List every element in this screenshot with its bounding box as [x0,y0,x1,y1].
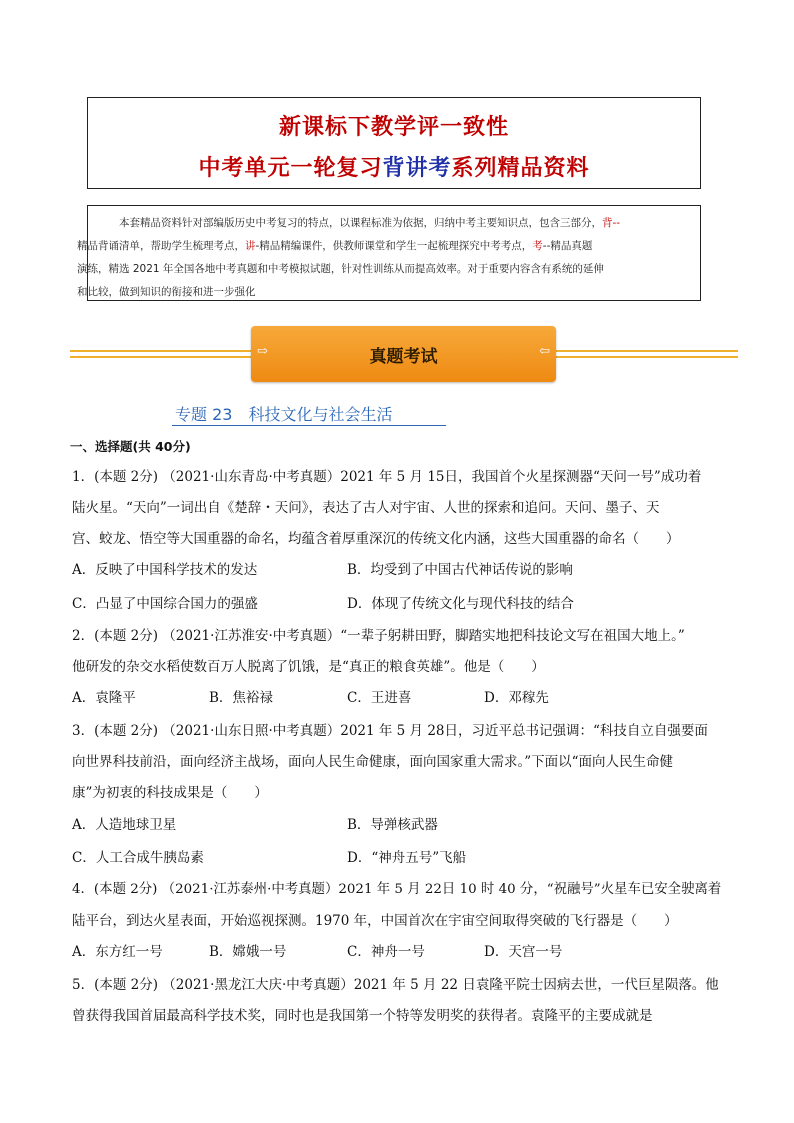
arrow-right-icon: ⇨ [257,344,268,359]
q1-option-a: A．反映了中国科学技术的发达 [72,562,258,578]
q3-option-d: D．“神舟五号”飞船 [347,850,467,866]
intro-tail: --精品真题 [542,240,593,252]
banner-label: 真题考试 [369,347,438,367]
topic-title: 专题 23 科技文化与社会生活 [175,405,393,424]
intro-line-5: 和比较，做到知识的衔接和进一步强化 [77,286,256,298]
q1-option-c: C．凸显了中国综合国力的强盛 [72,596,258,612]
q1-line-3: 宫、蛟龙、悟空等大国重器的命名，均蕴含着厚重深沉的传统文化内涵，这些大国重器的命名（ ） [72,531,680,547]
q4-option-b: B．嫦娥一号 [209,944,287,960]
q2-line-2: 他研发的杂交水稻使数百万人脱离了饥饿，是“真正的粮食英雄”。他是（ ） [72,659,545,675]
title-box [87,97,701,189]
topic-underline [172,425,446,426]
q4-line-1: 4．(本题 2分) （2021·江苏泰州·中考真题）2021 年 5 月 22日 10 时 40 分，“祝融号”火星车已安全驶离着 [72,882,722,897]
q3-option-c: C．人工合成牛胰岛素 [72,850,204,866]
q4-option-a: A．东方红一号 [72,944,163,960]
q2-option-a: A．袁隆平 [72,690,136,706]
q1-line-2: 陆火星。“天向”一词出自《楚辞・天问》，表达了古人对宇宙、人世的探索和追问。天问、墨子、天 [72,500,660,516]
q5-line-1: 5．(本题 2分) （2021·黑龙江大庆·中考真题）2021 年 5 月 22 日袁隆平院士因病去世，一代巨星陨落。他 [72,977,719,993]
intro-line-1: 本套精品资料针对部编版历史中考复习的特点，以课程标准为依据，归纳中考主要知识点，包含三部分， [119,217,602,229]
q1-line-1: 1．(本题 2分) （2021·山东青岛·中考真题）2021 年 5 月 15日，我国首个火星探测器“天问一号”成功着 [72,469,702,485]
intro-line-2: 精品背诵清单，帮助学生梳理考点， [77,240,245,252]
q2-option-b: B．焦裕禄 [209,690,273,706]
q3-line-2: 向世界科技前沿，面向经济主战场，面向人民生命健康，面向国家重大需求。”下面以“面向人民生命健 [72,754,674,770]
q4-option-d: D．天宫一号 [484,944,563,960]
title-part-a: 中考单元一轮复习 [198,155,383,181]
title-part-highlight: 背讲考 [382,155,452,181]
q2-line-1: 2．(本题 2分) （2021·江苏淮安·中考真题）“一辈子躬耕田野，脚踏实地把科技论文写在祖国大地上。” [72,628,685,644]
q1-option-d: D．体现了传统文化与现代科技的结合 [347,596,574,612]
q3-option-b: B．导弹核武器 [347,817,438,833]
intro-kw-bei: 背-- [602,217,621,229]
section-banner [70,326,738,382]
q3-option-a: A．人造地球卫星 [72,817,177,833]
title-part-c: 系列精品资料 [451,155,590,181]
q4-line-2: 陆平台，到达火星表面，开始巡视探测。1970 年，中国首次在宇宙空间取得突破的飞行器是（ ） [72,913,678,929]
intro-box [77,205,701,301]
q5-line-2: 曾获得我国首届最高科学技术奖，同时也是我国第一个特等发明奖的获得者。袁隆平的主要成就是 [72,1008,653,1024]
q2-option-c: C．王进喜 [347,690,412,706]
intro-kw-jiang: 讲 [245,240,256,252]
arrow-left-icon: ⇦ [539,344,550,359]
q1-option-b: B．均受到了中国古代神话传说的影响 [347,562,573,578]
q4-option-c: C．神舟一号 [347,944,425,960]
q3-line-1: 3．(本题 2分) （2021·山东日照·中考真题）2021 年 5 月 28日，习近平总书记强调：“科技自立自强要面 [72,723,708,739]
series-title-line2 [88,151,700,182]
banner-label-box [251,326,556,382]
intro-line-4: 演练，精选 2021 年全国各地中考真题和中考模拟试题，针对性训练从而提高效率。对于重要内容含有系统的延伸 [77,263,604,275]
q3-line-3: 康”为初衷的科技成果是（ ） [72,785,268,801]
intro-line-3: -精品精编课件，供教师课堂和学生一起梳理探究中考考点， [255,240,533,252]
intro-kw-kao: 考 [532,240,543,252]
series-title-line1: 新课标下教学评一致性 [278,114,509,140]
q2-option-d: D．邓稼先 [484,690,549,706]
section-title: 一、选择题(共 40分) [70,439,191,454]
